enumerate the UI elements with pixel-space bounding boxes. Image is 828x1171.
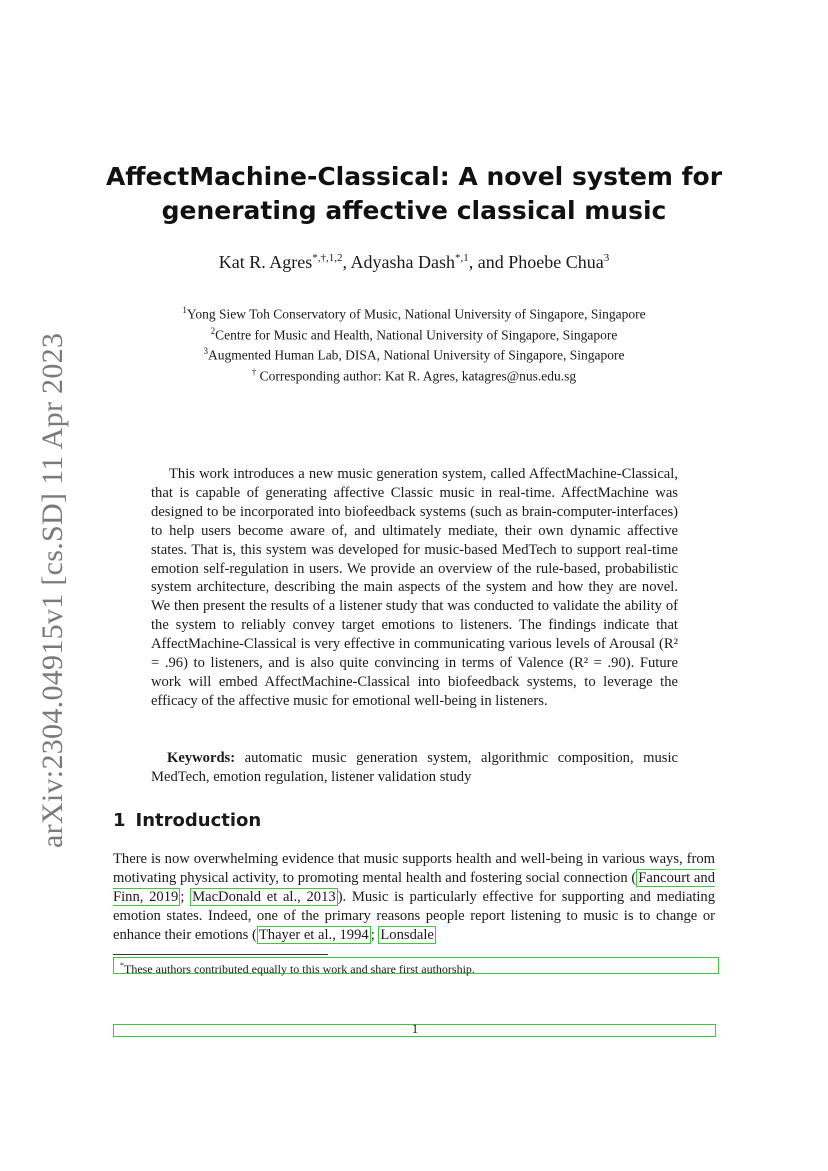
paper-title <box>100 160 728 228</box>
arxiv-stamp: arXiv:2304.04915v1 [cs.SD] 11 Apr 2023 <box>36 332 69 848</box>
author-marks: *,†,1,2 <box>312 252 343 264</box>
citation-link[interactable]: Lonsdale <box>380 927 434 943</box>
title-line-2: generating affective classical music <box>161 196 667 225</box>
corresponding-author: Corresponding author: Kat R. Agres, katagres@nus.edu.sg <box>256 368 577 383</box>
intro-paragraph <box>113 850 715 945</box>
author-marks: *,1 <box>455 252 469 264</box>
title-line-1: AffectMachine-Classical: A novel system for <box>105 162 723 191</box>
affiliation-line <box>100 323 728 344</box>
affiliation-text: Yong Siew Toh Conservatory of Music, National University of Singapore, Singapore <box>186 306 646 322</box>
section-heading <box>113 810 271 831</box>
author-name: Adyasha Dash <box>350 252 455 272</box>
intro-text: ). Music is particularly effective for supporting and mediating emotion states. Indeed, one of the primary reasons people report listening to music is to change or enhance their emotions ( <box>113 889 716 943</box>
footnote-link-box[interactable] <box>113 957 719 974</box>
affiliation-mark: † <box>251 366 257 377</box>
keywords-text: automatic music generation system, algorithmic composition, music MedTech, emotion regulation, listener validation study <box>151 750 678 785</box>
affiliations <box>100 302 728 384</box>
keywords <box>151 749 678 787</box>
citation-link[interactable]: MacDonald et al., 2013 <box>192 889 336 905</box>
intro-sep: ; <box>180 889 191 905</box>
affiliation-text: Augmented Human Lab, DISA, National University of Singapore, Singapore <box>207 347 625 363</box>
affiliation-line <box>100 343 728 364</box>
intro-sep: ; <box>370 927 379 943</box>
intro-text: There is now overwhelming evidence that music supports health and well-being in various ways, from motivating physical activity, to promoting mental health and fostering social connection ( <box>113 851 715 886</box>
citation-link[interactable]: Thayer et al., 1994 <box>258 927 369 943</box>
abstract-text: This work introduces a new music generation system, called AffectMachine-Classical, that is capable of generating affective Classic music in real-time. AffectMachine was designed to be incorporated into biofeedback systems (such as brain-computer-interfaces) to help users become aware of, and ultimately mediate, their own dynamic affective states. That is, this system was developed for music-based MedTech to support real-time emotion self-regulation in users. We provide an overview of the rule-based, probabilistic system architecture, describing the main aspects of the system and how they are novel. We then present the results of a listener study that was conducted to validate the ability of the system to reliably convey target emotions to listeners. The findings indicate that AffectMachine-Classical is very effective in communicating various levels of Arousal (R² = .96) to listeners, and is also quite convincing in terms of Valence (R² = .90). Future work will embed AffectMachine-Classical into biofeedback systems, to leverage the efficacy of the affective music for emotional well-being in listeners. <box>151 466 678 709</box>
footnote-mark: * <box>120 961 124 970</box>
affiliation-mark: 3 <box>203 346 208 356</box>
citation-link[interactable]: Fancourt and Finn, 2019 <box>113 870 715 905</box>
affiliation-line <box>100 302 728 323</box>
page-number: 1 <box>411 1021 419 1036</box>
affiliation-text: Centre for Music and Health, National University of Singapore, Singapore <box>215 327 618 342</box>
affiliation-line <box>100 364 728 385</box>
section-number: 1 <box>113 810 126 831</box>
author-marks: 3 <box>603 252 610 264</box>
author-sep: , and <box>468 252 509 272</box>
affiliation-mark: 2 <box>210 325 216 336</box>
abstract <box>151 465 678 711</box>
author-list <box>100 252 728 273</box>
footnote-rule <box>113 954 328 955</box>
author-name: Kat R. Agres <box>218 252 313 272</box>
author-name: Phoebe Chua <box>508 252 604 272</box>
section-title: Introduction <box>135 810 262 831</box>
author-sep: , <box>342 252 351 272</box>
keywords-label: Keywords: <box>167 750 236 766</box>
affiliation-mark: 1 <box>182 305 187 315</box>
footnote-text: These authors contributed equally to this work and share first authorship. <box>124 962 475 976</box>
